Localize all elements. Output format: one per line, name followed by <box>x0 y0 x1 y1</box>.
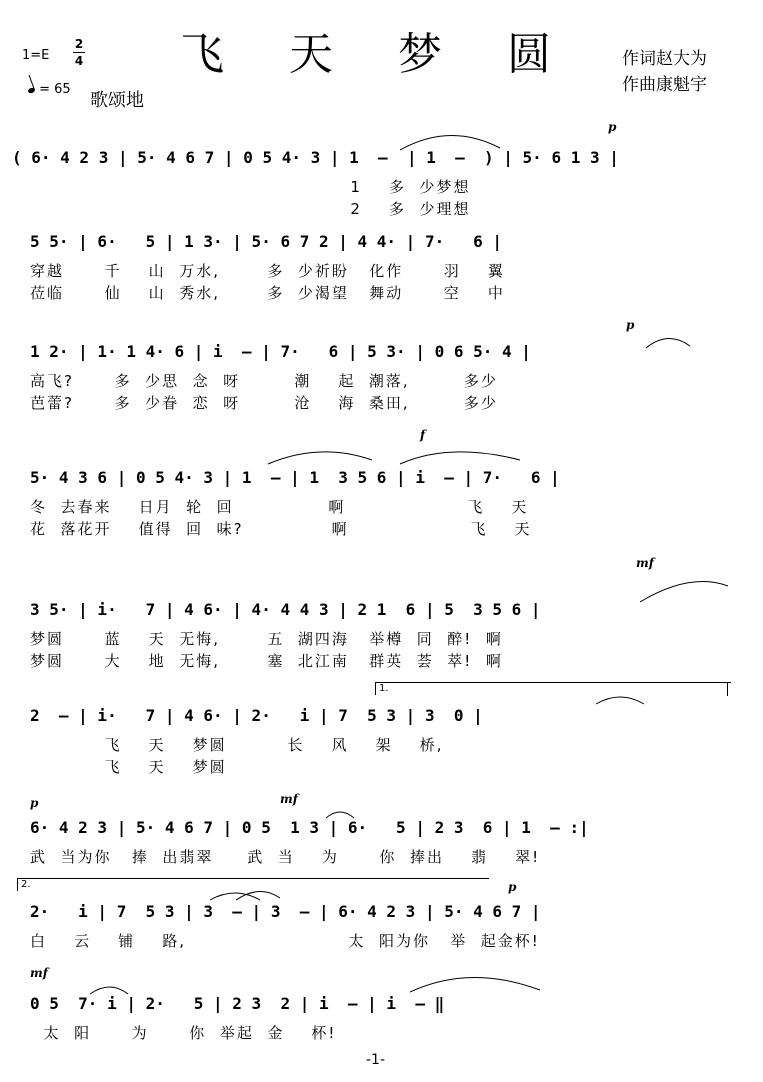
lyric-line: 飞 天 梦圆 长 风 架 桥, <box>30 736 444 754</box>
second-ending-label: 2. <box>21 879 31 890</box>
lyric-line: 武 当为你 捧 出翡翠 武 当 为 你 捧出 翡 翠! <box>30 848 541 866</box>
notation-line: 1 2· | 1· 1 4· 6 | i — | 7· 6 | 5 3· | 0 6 5· 4 | <box>30 342 531 361</box>
lyric-line: 梦圆 大 地 无悔, 塞 北江南 群英 荟 萃! 啊 <box>30 652 503 670</box>
slur-icon <box>400 135 500 150</box>
slur-icon <box>400 452 520 464</box>
notation-line: 2· i | 7 5 3 | 3 — | 3 — | 6· 4 2 3 | 5· 4 6 7 | <box>30 902 541 921</box>
slur-icon <box>646 338 690 348</box>
dynamic-mark: mf <box>280 792 298 806</box>
lyricist: 作词赵大为 <box>622 49 707 69</box>
song-title: 飞天梦圆 <box>180 29 616 80</box>
key-signature: 1=E <box>22 48 50 63</box>
lyric-line: 太 阳 为 你 举起 金 杯! <box>30 1024 337 1042</box>
page-number: -1- <box>366 1052 386 1068</box>
dynamic-mark: p <box>608 120 617 134</box>
notation-line: 2 — | i· 7 | 4 6· | 2· i | 7 5 3 | 3 0 | <box>30 706 483 725</box>
notation-line: 3 5· | i· 7 | 4 6· | 4· 4 4 3 | 2 1 6 | 5 3 5 6 | <box>30 600 541 619</box>
slur-icon <box>410 977 540 992</box>
slur-icon <box>210 893 260 900</box>
notation-line: 0 5 7· i | 2· 5 | 2 3 2 | i — | i — ‖ <box>30 994 445 1013</box>
dynamic-mark: p <box>508 880 517 894</box>
lyric-line: 芭蕾? 多 少眷 恋 呀 沧 海 桑田, 多少 <box>30 394 498 412</box>
lyric-line: 1 多 少梦想 <box>12 178 471 196</box>
time-signature-top: 2 <box>74 37 84 51</box>
lyric-line: 飞 天 梦圆 <box>30 758 227 776</box>
slur-icon <box>268 452 372 464</box>
dynamic-mark: f <box>420 428 426 442</box>
time-signature-bottom: 4 <box>74 54 84 68</box>
slur-icon <box>640 582 728 602</box>
dynamic-mark: p <box>626 318 635 332</box>
style-marking: 歌颂地 <box>90 90 144 111</box>
lyric-line: 梦圆 蓝 天 无悔, 五 湖四海 举樽 同 醉! 啊 <box>30 630 503 648</box>
slur-icon <box>326 812 354 818</box>
lyric-line: 花 落花开 值得 回 味? 啊 飞 天 <box>30 520 532 538</box>
lyric-line: 冬 去春来 日月 轮 回 啊 飞 天 <box>30 498 529 516</box>
notation-line: ( 6· 4 2 3 | 5· 4 6 7 | 0 5 4· 3 | 1 — | 1 — ) | 5· 6 1 3 | <box>12 148 619 167</box>
lyric-line: 穿越 千 山 万水, 多 少祈盼 化作 羽 翼 <box>30 262 505 280</box>
notation-line: 5 5· | 6· 5 | 1 3· | 5· 6 7 2 | 4 4· | 7· 6 | <box>30 232 503 251</box>
dynamic-mark: mf <box>636 556 654 570</box>
first-ending-label: 1. <box>379 683 389 694</box>
notation-line: 6· 4 2 3 | 5· 4 6 7 | 0 5 1 3 | 6· 5 | 2 3 6 | 1 — :| <box>30 818 589 837</box>
lyric-line: 白 云 铺 路, 太 阳为你 举 起金杯! <box>30 932 540 950</box>
lyric-line: 高飞? 多 少思 念 呀 潮 起 潮落, 多少 <box>30 372 498 390</box>
dynamic-mark: p <box>30 796 39 810</box>
notation-line: 5· 4 3 6 | 0 5 4· 3 | 1 — | 1 3 5 6 | i — | 7· 6 | <box>30 468 560 487</box>
tempo-value: = 65 <box>39 82 71 97</box>
slur-icon <box>90 987 128 994</box>
lyric-line: 2 多 少理想 <box>12 200 471 218</box>
lyric-line: 莅临 仙 山 秀水, 多 少渴望 舞动 空 中 <box>30 284 505 302</box>
dynamic-mark: mf <box>30 966 48 980</box>
composer: 作曲康魁宇 <box>622 75 707 95</box>
slur-icon <box>596 697 644 704</box>
